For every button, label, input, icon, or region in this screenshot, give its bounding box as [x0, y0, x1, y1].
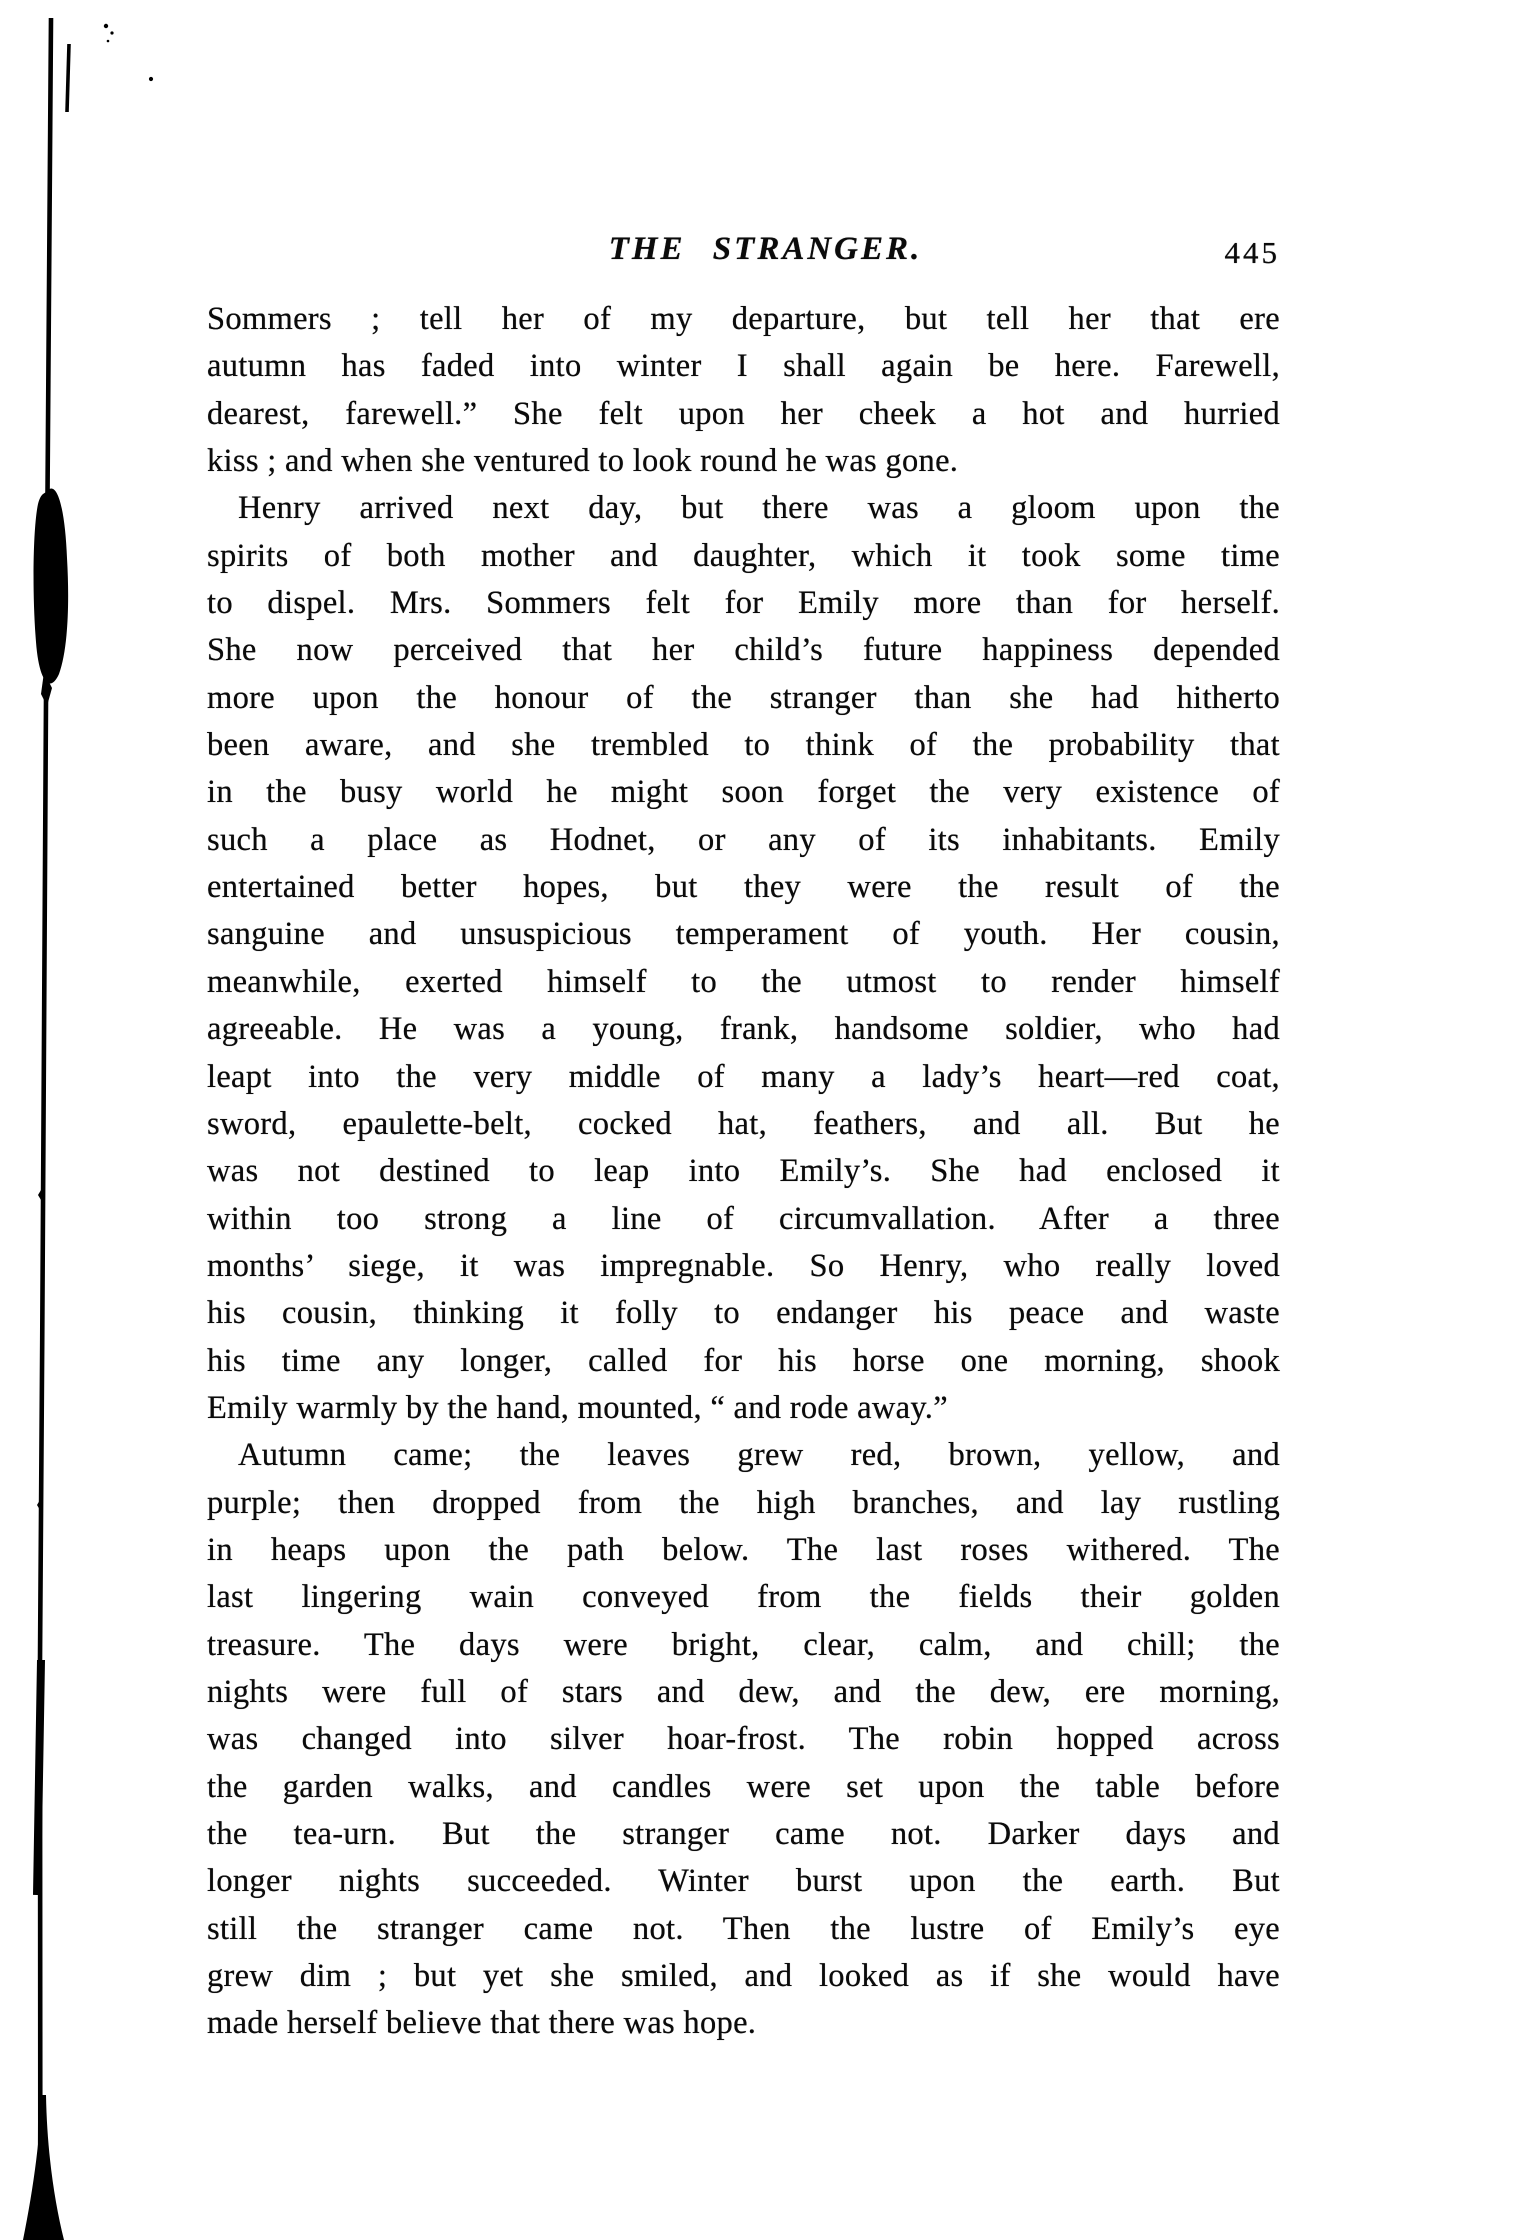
text-line: sword, epaulette-belt, cocked hat, feathers, and all. But he [207, 1105, 1280, 1142]
page-number: 445 [1224, 235, 1280, 270]
text-line: treasure. The days were bright, clear, calm, and chill; the [207, 1626, 1280, 1663]
text-line: entertained better hopes, but they were the result of the [207, 869, 1280, 906]
text-line: been aware, and she trembled to think of the probability that [207, 727, 1280, 764]
text-line: She now perceived that her child’s future happiness depended [207, 632, 1280, 669]
text-line: autumn has faded into winter I shall again be here. Farewell, [207, 348, 1280, 385]
text-line: was not destined to leap into Emily’s. She had enclosed it [207, 1153, 1280, 1190]
scan-artifact-speck [110, 31, 113, 34]
text-line: Emily warmly by the hand, mounted, “ and rode away.” [207, 1389, 948, 1426]
text-line: Sommers ; tell her of my departure, but tell her that ere [207, 301, 1280, 337]
scan-artifact-bottom-wedge [23, 2095, 64, 2240]
text-line: Autumn came; the leaves grew red, brown, yellow, and [238, 1437, 1280, 1474]
text-line: purple; then dropped from the high branches, and lay rustling [207, 1484, 1280, 1521]
text-line: in heaps upon the path below. The last roses withered. The [207, 1531, 1280, 1568]
text-line: months’ siege, it was impregnable. So Henry, who really loved [207, 1247, 1280, 1284]
text-line: in the busy world he might soon forget the very existence of [207, 774, 1280, 811]
scan-artifacts [0, 0, 200, 2240]
running-title: THE STRANGER. [608, 231, 923, 267]
scan-artifact-speck [149, 77, 153, 81]
scan-artifact-spine-line [40, 18, 51, 2200]
text-line: longer nights succeeded. Winter burst upon the earth. But [207, 1863, 1280, 1900]
scan-artifact-short-line [67, 44, 69, 112]
text-line: dearest, farewell.” She felt upon her cheek a hot and hurried [207, 395, 1280, 432]
text-line: to dispel. Mrs. Sommers felt for Emily more than for herself. [207, 585, 1280, 622]
text-line: the tea-urn. But the stranger came not. Darker days and [207, 1816, 1280, 1852]
text-line: within too strong a line of circumvallation. After a three [207, 1200, 1280, 1237]
text-line: made herself believe that there was hope. [207, 2005, 757, 2042]
text-line: such a place as Hodnet, or any of its inhabitants. Emily [207, 821, 1280, 858]
text-line: agreeable. He was a young, frank, handsome soldier, who had [207, 1011, 1280, 1048]
text-line: spirits of both mother and daughter, which it took some time [207, 537, 1280, 574]
scan-artifact-thick-segment [37, 1660, 41, 1895]
scan-artifact-blob [34, 489, 69, 684]
text-line: last lingering wain conveyed from the fields their golden [207, 1579, 1280, 1616]
text-line: meanwhile, exerted himself to the utmost to render himself [207, 963, 1280, 1000]
page-header [207, 231, 1280, 273]
text-line: more upon the honour of the stranger than she had hitherto [207, 679, 1280, 716]
text-line: was changed into silver hoar-frost. The robin hopped across [207, 1721, 1280, 1758]
scan-artifact-speck [104, 24, 108, 28]
text-line: nights were full of stars and dew, and the dew, ere morning, [207, 1673, 1280, 1710]
scan-artifact-speck [107, 40, 110, 43]
text-line: sanguine and unsuspicious temperament of youth. Her cousin, [207, 916, 1280, 953]
text-line: his time any longer, called for his horse one morning, shook [207, 1342, 1280, 1379]
text-line: leapt into the very middle of many a lady’s heart—red coat, [207, 1058, 1280, 1095]
text-line: his cousin, thinking it folly to endanger his peace and waste [207, 1295, 1280, 1332]
text-line: the garden walks, and candles were set upon the table before [207, 1768, 1280, 1805]
page-text [207, 296, 1280, 2048]
text-line: kiss ; and when she ventured to look round he was gone. [207, 443, 959, 480]
text-line: still the stranger came not. Then the lustre of Emily’s eye [207, 1910, 1280, 1947]
text-line: Henry arrived next day, but there was a gloom upon the [238, 490, 1280, 527]
text-line: grew dim ; but yet she smiled, and looked as if she would have [207, 1958, 1280, 1995]
